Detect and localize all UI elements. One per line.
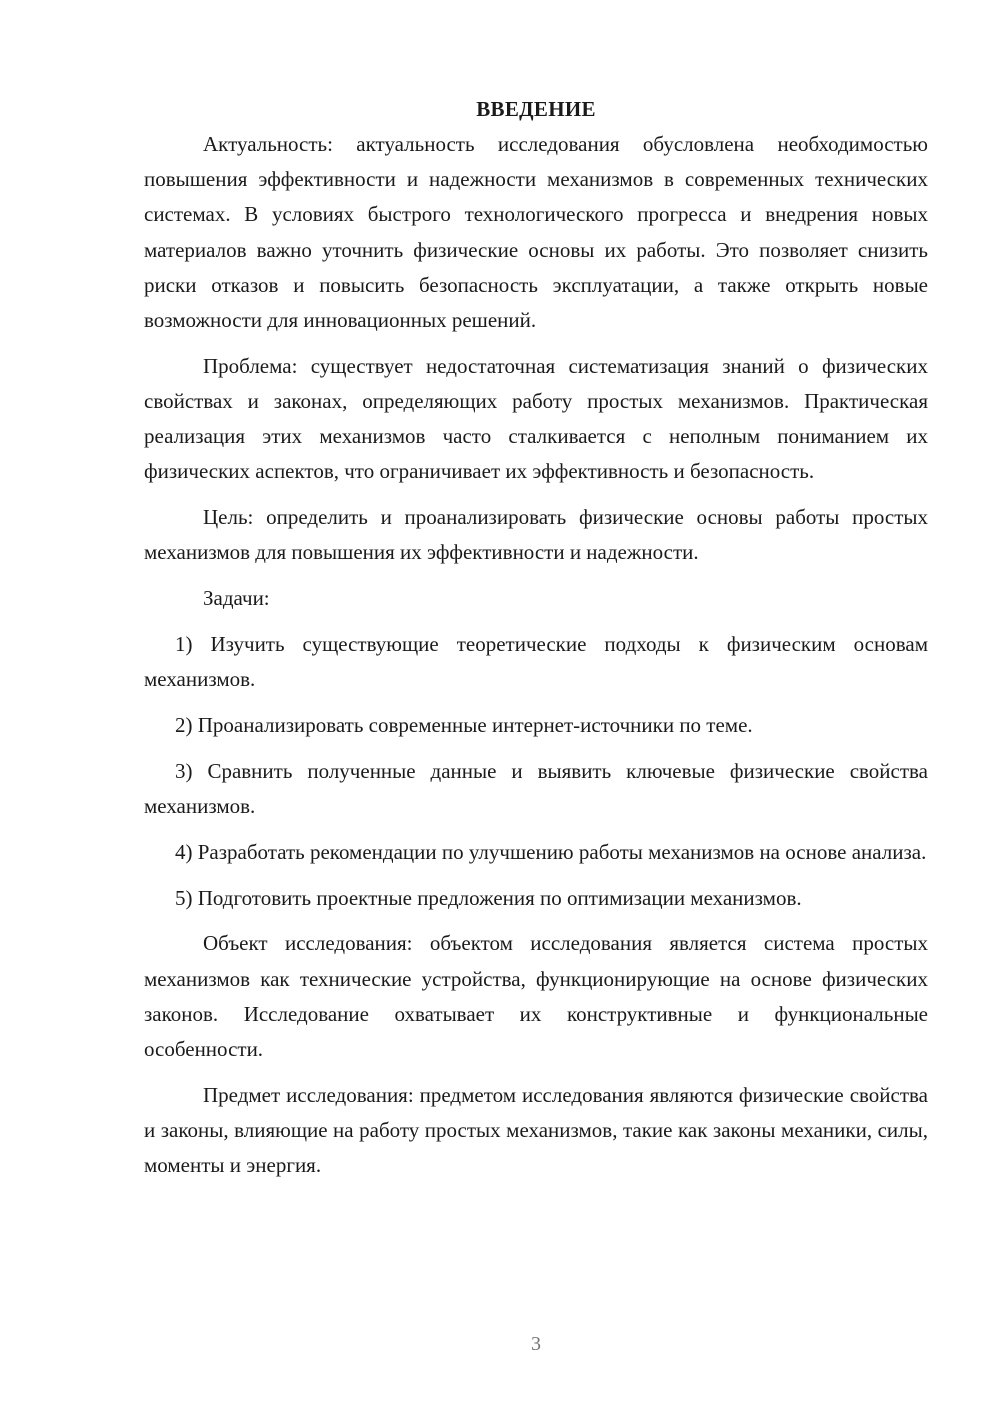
object-paragraph: Объект исследования: объектом исследования является система простых механизмов как технические устройства, функционирующие на основе физических законов. Исследование охватывает их конструктивные и функциональные особенности. [144,931,928,1062]
relevance-paragraph: Актуальность: актуальность исследования обусловлена необходимостью повышения эффективности и надежности механизмов в современных технических системах. В условиях быстрого технологического прогресса и внедрения новых материалов важно уточнить физические основы их работы. Это позволяет снизить риски отказов и повысить безопасность эксплуатации, а также открыть новые возможности для инновационных решений. [144,132,928,333]
task-item-2: 2) Проанализировать современные интернет-источники по теме. [175,713,753,738]
task-item-5: 5) Подготовить проектные предложения по оптимизации механизмов. [175,885,802,910]
task-item-3: 3) Сравнить полученные данные и выявить ключевые физические свойства механизмов. [144,758,928,819]
goal-paragraph: Цель: определить и проанализировать физические основы работы простых механизмов для повышения их эффективности и надежности. [144,505,928,565]
page-number: 3 [531,1333,541,1355]
task-item-4: 4) Разработать рекомендации по улучшению работы механизмов на основе анализа. [175,839,927,864]
task-item-1: 1) Изучить существующие теоретические подходы к физическим основам механизмов. [144,632,928,692]
problem-paragraph: Проблема: существует недостаточная систематизация знаний о физических свойствах и законах, определяющих работу простых механизмов. Практическая реализация этих механизмов часто сталкивается с неполным пониманием их физических аспектов, что ограничивает их эффективность и безопасность. [144,353,928,484]
document-body [144,92,928,1183]
tasks-label: Задачи: [203,586,270,611]
subject-paragraph: Предмет исследования: предметом исследования являются физические свойства и законы, влияющие на работу простых механизмов, такие как законы механики, силы, моменты и энергия. [144,1082,928,1178]
page-title: ВВЕДЕНИЕ [476,97,596,121]
